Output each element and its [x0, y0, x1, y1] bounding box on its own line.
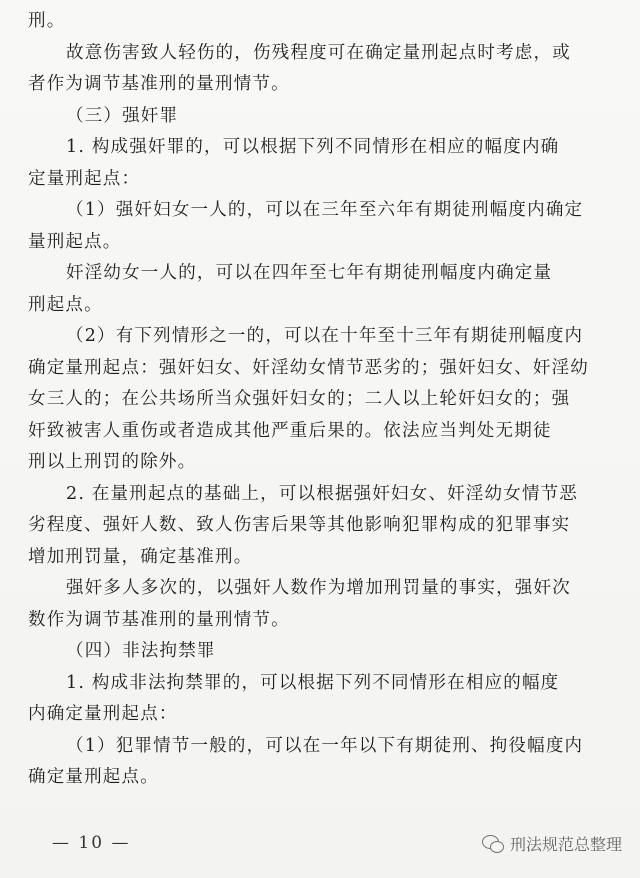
text-line: 女三人的；在公共场所当众强奸妇女的；二人以上轮奸妇女的；强 [28, 389, 571, 409]
section-heading: （三）强奸罪 [66, 105, 179, 126]
watermark [482, 832, 622, 855]
page-number: — 10 — [52, 833, 131, 853]
text-line: 内确定量刑起点： [28, 704, 178, 724]
text-line: （1）强奸妇女一人的，可以在三年至六年有期徒刑幅度内确定 [66, 200, 584, 220]
body-text [28, 6, 620, 794]
text-line: 奸致被害人重伤或者造成其他严重后果的。依法应当判处无期徒 [28, 420, 552, 441]
wechat-icon [482, 835, 504, 853]
text-line: 刑起点。 [28, 294, 103, 315]
text-line: （1）犯罪情节一般的，可以在一年以下有期徒刑、拘役幅度内 [66, 735, 584, 756]
text-line: 刑。 [28, 11, 66, 31]
text-line: 定量刑起点： [28, 168, 141, 189]
text-line: 数作为调节基准刑的量刑情节。 [28, 609, 290, 630]
text-line: 劣程度、强奸人数、致人伤害后果等其他影响犯罪构成的犯罪事实 [28, 515, 571, 535]
text-line: 故意伤害致人轻伤的，伤残程度可在确定量刑起点时考虑，或 [66, 42, 571, 63]
text-line: 确定量刑起点。 [28, 767, 159, 787]
text-line: 奸淫幼女一人的，可以在四年至七年有期徒刑幅度内确定量 [66, 263, 553, 283]
text-line: （2）有下列情形之一的，可以在十年至十三年有期徒刑幅度内 [66, 326, 584, 346]
text-line: 者作为调节基准刑的量刑情节。 [28, 74, 290, 94]
text-line: 强奸多人多次的，以强奸人数作为增加刑罚量的事实，强奸次 [66, 578, 571, 598]
text-line: 2. 在量刑起点的基础上，可以根据强奸妇女、奸淫幼女情节恶 [66, 483, 579, 504]
text-line: 1. 构成强奸罪的，可以根据下列不同情形在相应的幅度内确 [66, 137, 560, 157]
section-heading: （四）非法拘禁罪 [66, 641, 216, 661]
text-line: 1. 构成非法拘禁罪的，可以根据下列不同情形在相应的幅度 [66, 672, 560, 693]
text-line: 确定量刑起点：强奸妇女、奸淫幼女情节恶劣的；强奸妇女、奸淫幼 [28, 357, 589, 378]
watermark-text: 刑法规范总整理 [509, 835, 622, 854]
text-line: 量刑起点。 [28, 231, 122, 252]
text-line: 增加刑罚量，确定基准刑。 [28, 546, 253, 567]
text-line: 刑以上刑罚的除外。 [28, 452, 197, 472]
